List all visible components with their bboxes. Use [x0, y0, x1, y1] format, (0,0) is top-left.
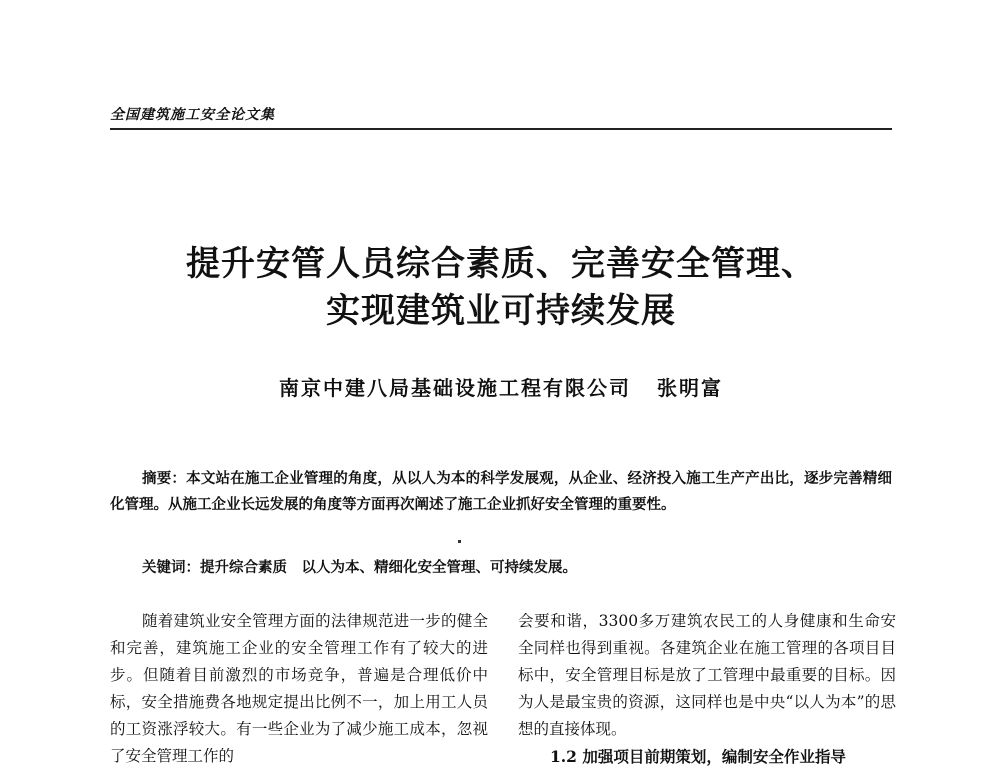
- header-rule: [110, 128, 892, 130]
- author-line: [110, 372, 892, 401]
- keywords-text: 提升综合素质 以人为本、精细化安全管理、可持续发展。: [200, 559, 577, 576]
- abstract: [110, 466, 892, 518]
- body-column-left: [110, 608, 488, 770]
- body-paragraph: 会要和谐，3300多万建筑农民工的人身健康和生命安全同样也得到重视。各建筑企业在施工管理的各项目目标中，安全管理目标是放了工管理中最重要的目标。因为人是最宝贵的资源，这同样也是中央“以人为本”的思想的直接体现。: [518, 612, 896, 738]
- abstract-label: 摘要：: [142, 471, 187, 487]
- section-heading: 1.2 加强项目前期策划，编制安全作业指导: [550, 747, 846, 766]
- running-head: 全国建筑施工安全论文集: [110, 107, 275, 123]
- body-column-right: [518, 608, 896, 770]
- keywords-label: 关键词：: [142, 560, 200, 576]
- author-name: 张明富: [657, 376, 723, 400]
- paper-title-line-1: 提升安管人员综合素质、完善安全管理、: [186, 244, 816, 284]
- body-paragraph: 随着建筑业安全管理方面的法律规范进一步的健全和完善，建筑施工企业的安全管理工作有了较大的进步。但随着目前激烈的市场竞争，普遍是合理低价中标，安全措施费各地规定提出比例不一，加上用工人员的工资涨浮较大。有一些企业为了减少施工成本，忽视了安全管理工作的: [110, 612, 488, 765]
- paper-title-line-2: 实现建筑业可持续发展: [326, 291, 676, 331]
- stray-mark: [458, 540, 461, 543]
- author-affiliation: 南京中建八局基础设施工程有限公司: [279, 376, 631, 400]
- abstract-text: 本文站在施工企业管理的角度，从以人为本的科学发展观，从企业、经济投入施工生产产出比，逐步完善精细化管理。从施工企业长远发展的角度等方面再次阐述了施工企业抓好安全管理的重要性。: [110, 470, 893, 513]
- keywords: [142, 555, 892, 581]
